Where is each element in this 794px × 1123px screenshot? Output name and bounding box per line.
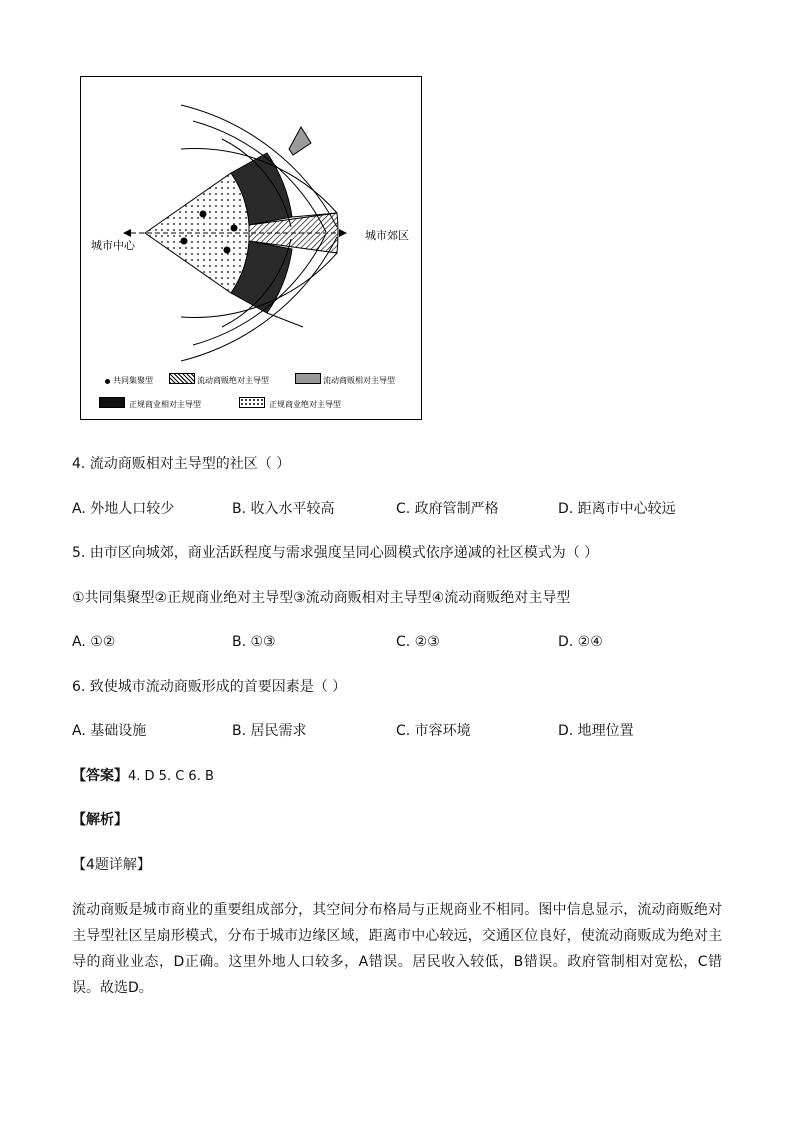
q6-option-c: C. 市容环境	[396, 723, 471, 739]
question-5-stem: 5. 由市区向城郊，商业活跃程度与需求强度呈同心圆模式依序递减的社区模式为（ ）	[72, 545, 599, 561]
legend-formal-relative: 正规商业相对主导型	[129, 400, 201, 409]
arrow-right-icon	[339, 229, 347, 237]
label-suburb: 城市郊区	[365, 229, 409, 242]
q4-option-d: D. 距离市中心较远	[558, 501, 676, 517]
question-6-stem: 6. 致使城市流动商贩形成的首要因素是（ ）	[72, 679, 347, 695]
q4-option-a: A. 外地人口较少	[72, 501, 175, 517]
q5-option-d: D. ②④	[558, 634, 603, 650]
agglomeration-point	[181, 238, 188, 245]
agglomeration-point	[200, 211, 207, 218]
legend-agglomeration: 共同集聚型	[113, 376, 153, 385]
q5-option-b: B. ①③	[232, 634, 276, 650]
q6-option-b: B. 居民需求	[232, 723, 307, 739]
legend-vendor-relative: 流动商贩相对主导型	[323, 376, 395, 385]
q5-option-c: C. ②③	[396, 634, 440, 650]
answer-tag: 【答案】	[72, 768, 128, 784]
q4-option-c: C. 政府管制严格	[396, 501, 499, 517]
agglomeration-point	[224, 247, 231, 254]
detail-tag: 【4题详解】	[72, 857, 151, 873]
agglomeration-point	[231, 225, 238, 232]
q4-option-b: B. 收入水平较高	[232, 501, 335, 517]
concentric-model-figure	[80, 76, 422, 420]
black-icon	[99, 397, 125, 408]
question-4-stem: 4. 流动商贩相对主导型的社区（ ）	[72, 456, 291, 472]
arrow-left-icon	[123, 229, 131, 237]
question-5-items: ①共同集聚型②正规商业绝对主导型③流动商贩相对主导型④流动商贩绝对主导型	[72, 590, 571, 606]
hatch-icon	[169, 373, 195, 384]
answer-line	[72, 766, 214, 787]
dot-icon	[105, 379, 110, 384]
answer-text: 4. D 5. C 6. B	[128, 769, 214, 784]
legend-vendor-absolute: 流动商贩绝对主导型	[197, 376, 269, 385]
q5-option-a: A. ①②	[72, 634, 116, 650]
label-city-center: 城市中心	[91, 239, 135, 252]
explanation-paragraph: 流动商贩是城市商业的重要组成部分，其空间分布格局与正规商业不相同。图中信息显示，流动商贩绝对主导型社区呈扇形模式，分布于城市边缘区域，距离市中心较远，交通区位良好，使流动商贩成为绝对主导的商业业态，D正确。这里外地人口较多，A错误。居民收入较低，B错误。政府管制相对宽松，C错误。故选D。	[72, 902, 722, 996]
legend-formal-absolute: 正规商业绝对主导型	[269, 400, 341, 409]
q6-option-d: D. 地理位置	[558, 723, 634, 739]
gray-icon	[295, 373, 321, 384]
q6-option-a: A. 基础设施	[72, 723, 147, 739]
analysis-tag: 【解析】	[72, 812, 128, 828]
dotted-icon	[239, 397, 265, 408]
